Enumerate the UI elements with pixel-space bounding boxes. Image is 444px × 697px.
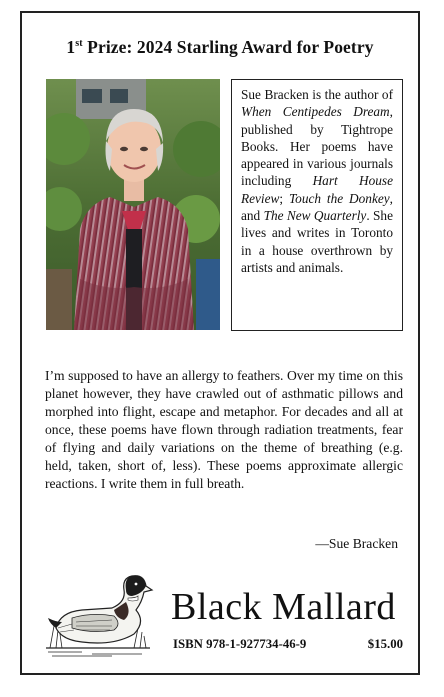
mallard-duck-icon [42,568,154,662]
book-cover-panel [20,11,420,675]
isbn-number: ISBN 978-1-927734-46-9 [173,637,307,651]
author-statement: I’m supposed to have an allergy to feathers. Over my time on this planet however, they have crawled out of asthmatic pillows and morphed into flight, escape and metaphor. For decades and all at once, these poems have flown through radiation treatments, fear of flying and daily variations on the theme of breathing (e.g. held, taken, short of, less). These poems approximate allergic reactions. I write them in full breath. [45,368,403,491]
bio-text-5: . She lives and writes in Toronto in a house overthrown by artists and animals. [241,208,393,275]
journal-title-1: Hart House Review [241,173,393,206]
author-signature: —Sue Bracken [315,536,398,551]
journal-title-2: Touch the Donkey [289,190,390,206]
bio-text-3: ; [279,190,289,206]
author-photo [46,79,220,330]
title-ordinal: 1 [66,37,76,57]
award-title [22,37,418,58]
journal-title-3: The New Quarterly [263,208,367,224]
author-bio [231,79,403,331]
publisher-name: Black Mallard [171,586,396,628]
title-ordinal-suffix: st [75,38,83,49]
price: $15.00 [367,637,403,651]
bio-text-2: , published by Tightrope Books. Her poems have appeared in various journals including [241,104,393,189]
bio-text-4: , and [241,190,393,224]
title-text: Prize: 2024 Starling Award for Poetry [82,37,374,57]
isbn-price-row [173,637,403,652]
author-photo-image [46,79,220,330]
book-title: When Centipedes Dream [241,104,390,120]
bio-text-1: Sue Bracken is the author of [241,87,393,102]
